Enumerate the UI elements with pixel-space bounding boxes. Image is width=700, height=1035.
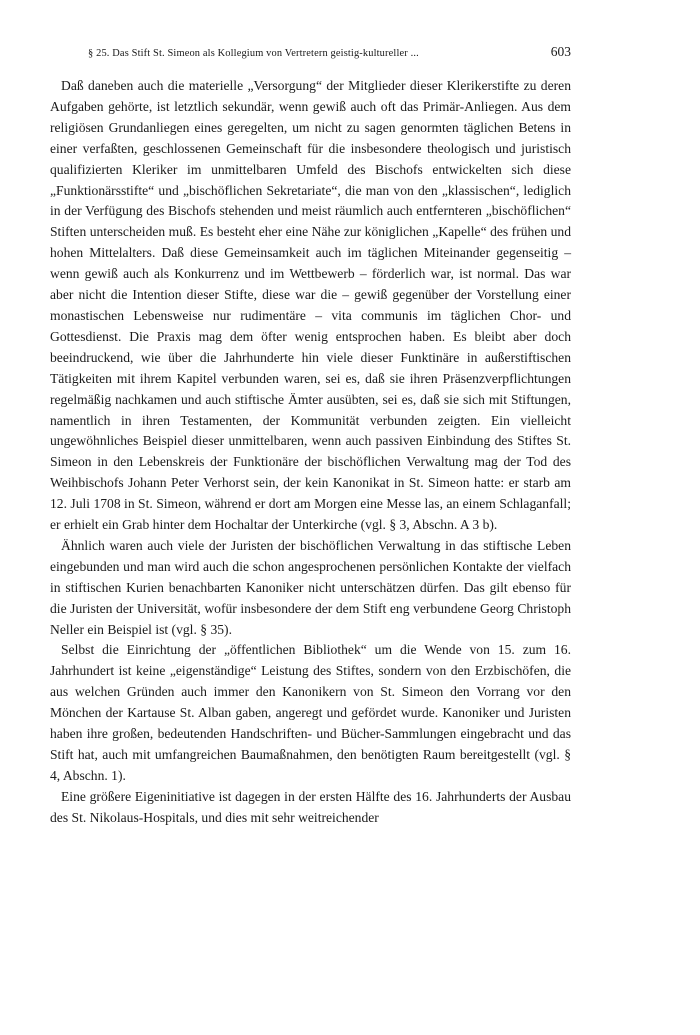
running-head	[50, 44, 571, 60]
paragraph: Eine größere Eigeninitiative ist dagegen in der ersten Hälfte des 16. Jahrhunderts der Ausbau des St. Nikolaus-Hospitals, und dies mit sehr weitreichender	[50, 788, 571, 825]
body-text	[50, 76, 571, 829]
paragraph: Daß daneben auch die materielle „Versorgung“ der Mitglieder dieser Klerikerstifte zu deren Aufgaben gehörte, ist letztlich sekundär, wenn gewiß auch oft das Primär-Anliegen. Aus dem religiösen Grundanliegen eines geregelten, um nicht zu sagen genormten täglichen Betens in einer verfaßten, geschlossenen Gemeinschaft für die insbesondere theologisch und juristisch qualifizierten Kleriker im unmittelbaren Umfeld des Bischofs entwickelten sich diese „Funktionärsstifte“ und „bischöflichen Sekretariate“, die man von den „klassischen“, lediglich in der Verfügung des Bischofs stehenden und meist räumlich auch entfernteren „bischöflichen“ Stiften unterscheiden muß. Es besteht eher eine Nähe zur königlichen „Kapelle“ des frühen und hohen Mittelalters. Daß diese Gemeinsamkeit auch im täglichen Miteinander gegenseitig – wenn gewiß auch als Konkurrenz und im Wettbewerb – förderlich war, ist normal. Das war aber nicht die Intention dieser Stifte, diese war die – gewiß gegenüber der Vorstellung einer monastischen Lebensweise nur rudimentäre – vita communis im täglichen Chor- und Gottesdienst. Die Praxis mag dem öfter wenig entsprochen haben. Es bleibt aber doch beeindruckend, wie über die Jahrhunderte hin viele dieser Funktinäre in außerstiftischen Tätigkeiten mit ihrem Kapitel verbunden waren, sei es, daß sie ihren Präsenzverpflichtungen regelmäßig nachkamen und auch stiftische Ämter ausübten, sei es, daß sie sich mit Stiftungen, namentlich in ihren Testamenten, der Kommunität verbunden zeigten. Ein vielleicht ungewöhnliches Beispiel dieser unmittelbaren, wenn auch passiven Einbindung des Stiftes St. Simeon in den Lebenskreis der Funktionäre der bischöflichen Verwaltung mag der Tod des Weihbischofs Johann Peter Verhorst sein, der kein Kanonikat in St. Simeon hatte: er starb am 12. Juli 1708 in St. Simeon, während er dort am Morgen eine Messe las, an einem Schlaganfall; er erhielt ein Grab hinter dem Hochaltar der Unterkirche (vgl. § 3, Abschn. A 3 b).	[50, 78, 571, 533]
paragraph: Selbst die Einrichtung der „öffentlichen Bibliothek“ um die Wende von 15. zum 16. Jahrhundert ist keine „eigenständige“ Leistung des Stiftes, sondern von den Erzbischöfen, die aus welchen Gründen auch immer den Kanonikern von St. Simeon den Vorrang vor den Mönchen der Kartause St. Alban gaben, angeregt und gefördet wurde. Kanoniker und Juristen haben ihre großen, bedeutenden Handschriften- und Bücher-Sammlungen eingebracht und das Stift hat, auch mit umfangreichen Baumaßnahmen, den benötigten Raum bereitgestellt (vgl. § 4, Abschn. 1).	[50, 642, 571, 783]
page-number: 603	[550, 44, 571, 59]
paragraph: Ähnlich waren auch viele der Juristen der bischöflichen Verwaltung in das stiftische Leben eingebunden und man wird auch die schon angesprochenen persönlichen Kontakte der vielfach in stiftischen Kurien benachbarten Kanoniker nicht unterschätzen dürfen. Das gilt ebenso für die Juristen der Universität, wofür insbesondere der dem Stift eng verbundene Georg Christoph Neller ein Beispiel ist (vgl. § 35).	[50, 537, 571, 637]
book-page	[50, 44, 571, 829]
running-title: § 25. Das Stift St. Simeon als Kollegium von Vertretern geistig-kultureller ...	[88, 48, 419, 59]
